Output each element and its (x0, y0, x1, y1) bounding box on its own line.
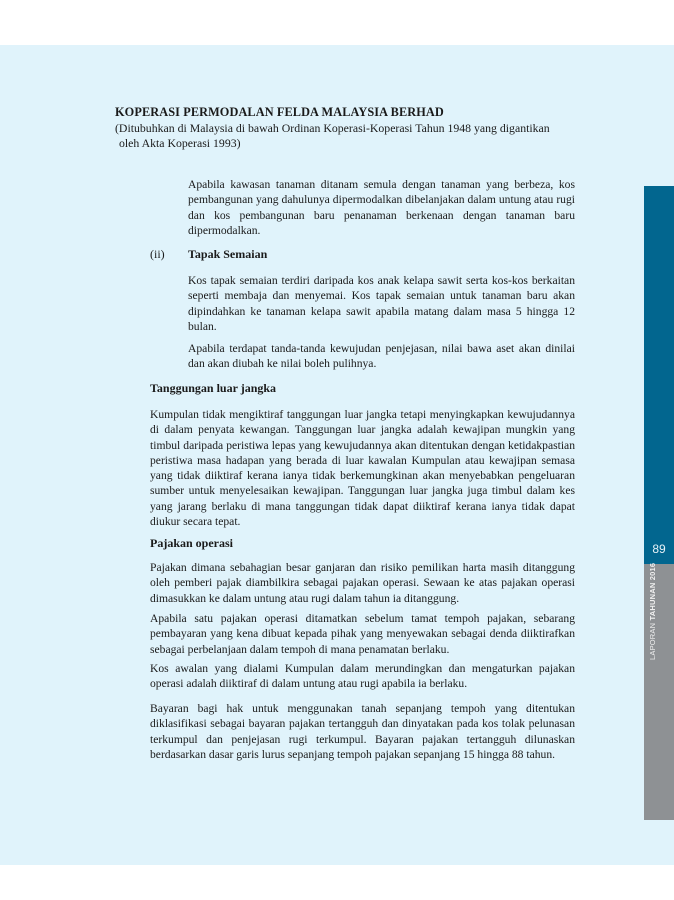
company-title: KOPERASI PERMODALAN FELDA MALAYSIA BERHAD (115, 105, 444, 119)
subtitle-line-1: (Ditubuhkan di Malaysia di bawah Ordinan Koperasi-Koperasi Tahun 1948 yang digantikan (115, 121, 550, 135)
section-heading-contingent: Tanggungan luar jangka (150, 381, 277, 395)
paragraph-nursery-2: Apabila terdapat tanda-tanda kewujudan penjejasan, nilai bawa aset akan dinilai dan akan diubah ke nilai boleh pulihnya. (188, 342, 575, 371)
paragraph-lease-3: Kos awalan yang dialami Kumpulan dalam merundingkan dan mengaturkan pajakan operasi adalah diiktiraf di dalam untung atau rugi apabila ia berlaku. (150, 662, 575, 691)
subtitle-line-2: oleh Akta Koperasi 1993) (119, 136, 241, 150)
report-label (648, 563, 657, 660)
paragraph-lease-4: Bayaran bagi hak untuk menggunakan tanah sepanjang tempoh yang ditentukan diklasifikasi sebagai bayaran pajakan tertangguh dan dinyatakan pada kos tolak pelunasan terkumpul dan penjejasan rugi terkumpul. Bayaran pajakan tertangguh dilunaskan berdasarkan dasar garis lurus sepanjang tempoh pajakan sepanjang 15 hingga 88 tahun. (150, 702, 575, 761)
section-heading-lease: Pajakan operasi (150, 536, 234, 550)
paragraph-contingent: Kumpulan tidak mengiktiraf tanggungan luar jangka tetapi menyingkapkan kewujudannya di dalam penyata kewangan. Tanggungan luar jangka adalah kewajipan mungkin yang timbul daripada peristiwa lepas yang kewujudannya akan ditentukan dengan ketidakpastian peristiwa masa hadapan yang berada di luar kawalan Kumpulan atau kewajipan semasa yang tidak diiktiraf kerana ianya tidak berkemungkinan akan menyebabkan pengeluaran sumber untuk menyelesaikan kewajipan. Tanggungan luar jangka juga timbul dalam kes yang jarang berlaku di mana tanggungan tidak dapat diiktiraf kerana ianya tidak dapat diukur secara tepat. (150, 408, 575, 529)
section-number: (ii) (150, 247, 165, 261)
report-label-bold: TAHUNAN 2016 (648, 562, 657, 621)
company-subtitle (115, 121, 595, 151)
paragraph-lease-1: Pajakan dimana sebahagian besar ganjaran dan risiko pemilikan harta masih ditanggung oleh pemberi pajak diambilkira sebagai pajakan operasi. Sewaan ke atas pajakan operasi dimasukkan ke dalam untung atau rugi dalam tahun ia ditanggung. (150, 561, 575, 605)
side-tab-accent (644, 186, 674, 564)
paragraph-replanting: Apabila kawasan tanaman ditanam semula dengan tanaman yang berbeza, kos pembangunan yang dahulunya dipermodalkan dibelanjakan dalam untung atau rugi dan kos pembangunan baru penanaman berkenaan dengan tanaman baru dipermodalkan. (188, 178, 575, 237)
page-number: 89 (652, 542, 666, 556)
report-label-light: LAPORAN (648, 620, 657, 660)
section-heading-tapak-semaian: Tapak Semaian (188, 247, 268, 261)
paragraph-nursery-1: Kos tapak semaian terdiri daripada kos anak kelapa sawit serta kos-kos berkaitan seperti membaja dan menyemai. Kos tapak semaian untuk tanaman baru akan dipindahkan ke tanaman kelapa sawit apabila matang dalam masa 5 hingga 12 bulan. (188, 274, 575, 333)
paragraph-lease-2: Apabila satu pajakan operasi ditamatkan sebelum tamat tempoh pajakan, sebarang pembayaran yang kena dibuat kepada pihak yang menyewakan sebagai denda diiktirafkan sebagai perbelanjaan dalam tempoh di mana penamatan berlaku. (150, 612, 575, 656)
